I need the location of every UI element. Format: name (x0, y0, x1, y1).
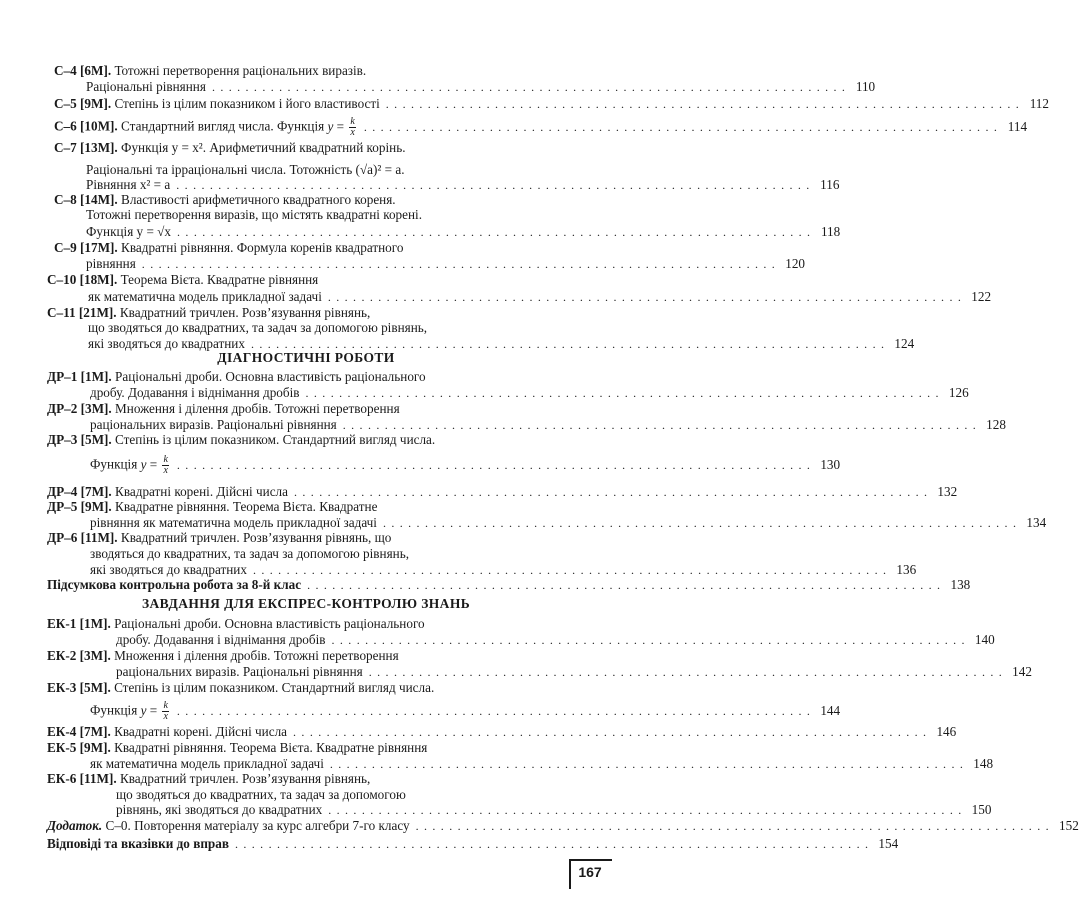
leader-dots: . . . . . . . . . . . . . . . . . . . . . . . . . . . . . . . . . . . . . . . . . . . . . . . . . . . . . . . . . . . . . . . . . . . . . . . . . . . . (307, 578, 942, 592)
leader-dots: . . . . . . . . . . . . . . . . . . . . . . . . . . . . . . . . . . . . . . . . . . . . . . . . . . . . . . . . . . . . . . . . . . . . . . . . . . . . (305, 386, 940, 400)
page-ref: 144 (820, 702, 841, 718)
entry-title: як математична модель прикладної задачі (90, 756, 324, 771)
page-ref: 140 (974, 632, 995, 647)
toc-line-text (54, 96, 380, 112)
toc-line-text (54, 192, 396, 208)
page-ref: 122 (971, 289, 992, 304)
page-ref: 120 (785, 256, 805, 271)
leader-dots: . . . . . . . . . . . . . . . . . . . . . . . . . . . . . . . . . . . . . . . . . . . . . . . . . . . . . . . . . . . . . . . . . . . . . . . . . . . . (176, 178, 811, 192)
toc-entry-continuation (90, 700, 841, 722)
leader-dots: . . . . . . . . . . . . . . . . . . . . . . . . . . . . . . . . . . . . . . . . . . . . . . . . . . . . . . . . . . . . . . . . . . . . . . . . . . . . (382, 516, 1018, 530)
appendix-entry (47, 818, 1079, 834)
toc-entry-continuation (116, 802, 992, 818)
entry-title: Раціональні дроби. Основна властивість раціонального (110, 616, 425, 631)
toc-entry (47, 484, 958, 500)
entry-code: ДР–1 [1М]. (47, 369, 112, 384)
toc-line-text (86, 177, 170, 193)
toc-entry (47, 401, 568, 417)
entry-title: Тотожні перетворення раціональних виразів. (111, 63, 367, 78)
entry-title: Функція y = $\frac{k}{x}$ (90, 454, 168, 476)
page-ref: 142 (1012, 664, 1032, 679)
entry-code: ДР–3 [5М]. (47, 432, 112, 447)
page-ref: 148 (973, 756, 994, 771)
entry-title: Квадратні рівняння. Теорема Вієта. Квадратне рівняння (110, 740, 428, 755)
toc-line-text (90, 756, 324, 772)
toc-entry-continuation (86, 207, 568, 223)
leader-dots: . . . . . . . . . . . . . . . . . . . . . . . . . . . . . . . . . . . . . . . . . . . . . . . . . . . . . . . . . . . . . . . . . . . . . . . . . . . . (363, 119, 999, 134)
toc-entry (47, 305, 568, 321)
toc-entry-continuation (90, 515, 1047, 531)
entry-title: рівняння як математична модель прикладної задачі (90, 515, 377, 530)
leader-dots: . . . . . . . . . . . . . . . . . . . . . . . . . . . . . . . . . . . . . . . . . . . . . . . . . . . . . . . . . . . . . . . . . . . . . . . . . . . . (368, 665, 1003, 679)
entry-code: С–6 [10М]. (54, 118, 118, 134)
leader-dots: . . . . . . . . . . . . . . . . . . . . . . . . . . . . . . . . . . . . . . . . . . . . . . . . . . . . . . . . . . . . . . . . . . . . . . . . . . . . (415, 819, 1050, 833)
toc-line-text (47, 369, 426, 385)
leader-dots: . . . . . . . . . . . . . . . . . . . . . . . . . . . . . . . . . . . . . . . . . . . . . . . . . . . . . . . . . . . . . . . . . . . . . . . . . . . . (328, 803, 963, 817)
page-ref: 112 (1029, 96, 1049, 111)
toc-entry-continuation (86, 224, 841, 240)
entry-title: Функція y = √x (86, 224, 172, 239)
entry-title: Тотожні перетворення виразів, що містять квадратні корені. (86, 207, 423, 222)
entry-title: як математична модель прикладної задачі (88, 289, 322, 304)
entry-title: дробу. Додавання і віднімання дробів (90, 385, 300, 400)
entry-title: Степінь із цілим показником і його властивості (111, 96, 380, 111)
toc-entry-continuation (88, 320, 568, 336)
toc-line-text (116, 664, 363, 680)
toc-entry (47, 530, 568, 546)
entry-title: які зводяться до квадратних (88, 336, 245, 351)
toc-line-text (90, 546, 409, 562)
toc-line-text (90, 417, 337, 433)
toc-line-text (47, 401, 400, 417)
leader-dots: . . . . . . . . . . . . . . . . . . . . . . . . . . . . . . . . . . . . . . . . . . . . . . . . . . . . . . . . . . . . . . . . . . . . . . . . . . . . (176, 703, 812, 718)
entry-title: Теорема Вієта. Квадратне рівняння (117, 272, 319, 287)
toc-line-text (47, 724, 287, 740)
entry-title: що зводяться до квадратних, та задач за допомогою (116, 787, 406, 802)
summary-test-entry (47, 577, 971, 593)
toc-line-text (54, 240, 403, 256)
toc-line-text (47, 818, 410, 834)
entry-code: С–4 [6М]. (54, 63, 112, 78)
leader-dots: . . . . . . . . . . . . . . . . . . . . . . . . . . . . . . . . . . . . . . . . . . . . . . . . . . . . . . . . . . . . . . . . . . . . . . . . . . . . (385, 97, 1020, 111)
toc-entry-continuation (90, 562, 917, 578)
toc-line-text (90, 515, 377, 531)
page-ref: 126 (948, 385, 969, 400)
entry-code: ДР–6 [11М]. (47, 530, 118, 545)
toc-entry (47, 724, 957, 740)
toc-entry (54, 96, 1049, 112)
toc-line-text (47, 648, 399, 664)
entry-title: Функція y = x². Арифметичний квадратний корінь. (117, 140, 406, 155)
toc-entry-continuation (90, 385, 969, 401)
toc-entry (54, 192, 568, 208)
entry-title: Квадратні рівняння. Формула коренів квадратного (117, 240, 404, 255)
entry-title: Квадратний тричлен. Розв’язування рівнянь, що (117, 530, 392, 545)
page-ref: 152 (1059, 818, 1079, 833)
entry-title: Квадратні корені. Дійсні числа (110, 724, 288, 739)
section-heading-express: ЗАВДАННЯ ДЛЯ ЕКСПРЕС-КОНТРОЛЮ ЗНАНЬ (141, 596, 471, 611)
entry-title: Степінь із цілим показником. Стандартний вигляд числа. (111, 432, 436, 447)
entry-code: С–5 [9М]. (54, 96, 112, 111)
toc-entry (47, 740, 568, 756)
leader-dots: . . . . . . . . . . . . . . . . . . . . . . . . . . . . . . . . . . . . . . . . . . . . . . . . . . . . . . . . . . . . . . . . . . . . . . . . . . . . (327, 290, 963, 304)
entry-code: С–9 [17М]. (54, 240, 118, 255)
page-ref: 128 (986, 417, 1006, 432)
page-number: 167 (578, 864, 602, 880)
leader-dots: . . . . . . . . . . . . . . . . . . . . . . . . . . . . . . . . . . . . . . . . . . . . . . . . . . . . . . . . . . . . . . . . . . . . . . . . . . . . (176, 457, 812, 472)
page-ref: 136 (896, 562, 917, 577)
leader-dots: . . . . . . . . . . . . . . . . . . . . . . . . . . . . . . . . . . . . . . . . . . . . . . . . . . . . . . . . . . . . . . . . . . . . . . . . . . . . (141, 257, 776, 271)
leader-dots: . . . . . . . . . . . . . . . . . . . . . . . . . . . . . . . . . . . . . . . . . . . . . . . . . . . . . . . . . . . . . . . . . . . . . . . . . . . . (177, 225, 812, 239)
toc-line-text (47, 771, 370, 787)
entry-title: рівняння (86, 256, 136, 271)
entry-title: y = $\frac{k}{x}$ (327, 116, 355, 138)
entry-title: Властивості арифметичного квадратного кореня. (117, 192, 396, 207)
page-ref: 118 (820, 224, 841, 239)
entry-code: ЕК-3 [5М]. (47, 680, 111, 695)
entry-code: ДР–5 [9М]. (47, 499, 112, 514)
toc-line-text (47, 740, 427, 756)
page-ref: 134 (1026, 515, 1047, 530)
entry-code: ДР–2 [3М]. (47, 401, 112, 416)
answers-entry (47, 836, 899, 852)
entry-title: С–0. Повторення матеріалу за курс алгебри 7-го класу (102, 818, 410, 833)
entry-code: С–10 [18М]. (47, 272, 118, 287)
toc-entry (47, 616, 568, 632)
fraction-k-over-x: $\frac{k}{x}$ (163, 454, 168, 476)
page-ref: 110 (855, 79, 876, 94)
toc-line-text (47, 272, 318, 288)
leader-dots: . . . . . . . . . . . . . . . . . . . . . . . . . . . . . . . . . . . . . . . . . . . . . . . . . . . . . . . . . . . . . . . . . . . . . . . . . . . . (250, 337, 886, 351)
toc-entry-continuation (90, 756, 994, 772)
toc-line-text (86, 256, 136, 272)
leader-dots: . . . . . . . . . . . . . . . . . . . . . . . . . . . . . . . . . . . . . . . . . . . . . . . . . . . . . . . . . . . . . . . . . . . . . . . . . . . . (342, 418, 977, 432)
leader-dots: . . . . . . . . . . . . . . . . . . . . . . . . . . . . . . . . . . . . . . . . . . . . . . . . . . . . . . . . . . . . . . . . . . . . . . . . . . . . (234, 837, 870, 851)
entry-code: ЕК-6 [11М]. (47, 771, 117, 786)
toc-line-text (47, 680, 434, 696)
toc-entry (54, 240, 568, 256)
entry-code: Відповіді та вказівки до вправ (47, 836, 229, 851)
toc-line-text (47, 484, 288, 500)
entry-code: ЕК-2 [3М]. (47, 648, 111, 663)
toc-entry-continuation (86, 256, 805, 272)
entry-title: Множення і ділення дробів. Тотожні перетворення (110, 648, 399, 663)
fraction-k-over-x: $\frac{k}{x}$ (163, 700, 168, 722)
toc-line-text (47, 499, 377, 515)
entry-title: Стандартний вигляд числа. Функція (117, 118, 328, 134)
toc-line-text (86, 224, 171, 240)
toc-entry (47, 680, 568, 696)
entry-title: Функція y = $\frac{k}{x}$ (90, 700, 168, 722)
toc-entry (47, 648, 568, 664)
leader-dots: . . . . . . . . . . . . . . . . . . . . . . . . . . . . . . . . . . . . . . . . . . . . . . . . . . . . . . . . . . . . . . . . . . . . . . . . . . . . (252, 563, 888, 577)
toc-line-text (90, 385, 300, 401)
leader-dots: . . . . . . . . . . . . . . . . . . . . . . . . . . . . . . . . . . . . . . . . . . . . . . . . . . . . . . . . . . . . . . . . . . . . . . . . . . . . (331, 633, 966, 647)
entry-code: С–8 [14М]. (54, 192, 118, 207)
entry-title: Квадратні корені. Дійсні числа (111, 484, 288, 499)
toc-line-text (47, 305, 370, 321)
entry-code: ДР–4 [7М]. (47, 484, 112, 499)
fraction-k-over-x: $\frac{k}{x}$ (350, 116, 355, 138)
toc-entry-continuation (116, 632, 995, 648)
toc-entry (47, 272, 568, 288)
page-ref: 124 (894, 336, 915, 351)
toc-line-text (88, 289, 322, 305)
section-heading-diagnostic: ДІАГНОСТИЧНІ РОБОТИ (217, 350, 395, 365)
toc-entry (54, 140, 568, 156)
toc-line-text (116, 802, 322, 818)
toc-entry-continuation (90, 546, 568, 562)
toc-entry (47, 771, 568, 787)
toc-line-text (86, 79, 206, 95)
toc-entry-continuation (116, 664, 1032, 680)
entry-title: рівнянь, які зводяться до квадратних (116, 802, 323, 817)
entry-title: Квадратний тричлен. Розв’язування рівнянь, (116, 305, 371, 320)
page-ref: 116 (820, 177, 840, 192)
entry-title: зводяться до квадратних, та задач за допомогою рівнянь, (90, 546, 410, 561)
leader-dots: . . . . . . . . . . . . . . . . . . . . . . . . . . . . . . . . . . . . . . . . . . . . . . . . . . . . . . . . . . . . . . . . . . . . . . . . . . . . (211, 80, 847, 94)
toc-line-text (90, 455, 171, 476)
toc-entry-continuation (90, 417, 1006, 433)
entry-title: Раціональні та ірраціональні числа. Тотожність (√a)² = a. (86, 162, 405, 177)
entry-title: дробу. Додавання і віднімання дробів (116, 632, 326, 647)
page-ref: 154 (878, 836, 899, 851)
page-ref: 138 (950, 577, 971, 592)
toc-line-text (90, 562, 247, 578)
entry-title: Рівняння x² = a (86, 177, 171, 192)
entry-code: Підсумкова контрольна робота за 8-й клас (47, 577, 302, 592)
entry-title: Степінь із цілим показником. Стандартний вигляд числа. (110, 680, 435, 695)
entry-title: раціональних виразів. Раціональні рівняння (90, 417, 337, 432)
toc-entry-continuation (116, 787, 568, 803)
page-ref: 132 (937, 484, 958, 499)
page-ref: 146 (936, 724, 957, 739)
entry-title: раціональних виразів. Раціональні рівняння (116, 664, 363, 679)
toc-line-text (86, 207, 422, 223)
leader-dots: . . . . . . . . . . . . . . . . . . . . . . . . . . . . . . . . . . . . . . . . . . . . . . . . . . . . . . . . . . . . . . . . . . . . . . . . . . . . (293, 725, 928, 739)
entry-title: які зводяться до квадратних (90, 562, 247, 577)
toc-line-text (116, 787, 406, 803)
toc-entry-continuation (88, 289, 992, 305)
toc-entry (54, 63, 568, 79)
toc-entry (47, 432, 568, 448)
toc-line-text (47, 616, 425, 632)
appendix-label: Додаток. (47, 818, 103, 833)
entry-code: ЕК-1 [1М]. (47, 616, 111, 631)
toc-entry-continuation (86, 162, 568, 178)
toc-entry (54, 116, 1028, 138)
toc-entry-continuation (90, 454, 841, 476)
leader-dots: . . . . . . . . . . . . . . . . . . . . . . . . . . . . . . . . . . . . . . . . . . . . . . . . . . . . . . . . . . . . . . . . . . . . . . . . . . . . (329, 757, 965, 771)
toc-line-text (54, 117, 358, 138)
toc-entry-continuation (86, 177, 840, 193)
toc-line-text (54, 63, 366, 79)
page-ref: 150 (971, 802, 992, 817)
toc-line-text (47, 432, 435, 448)
page-ref: 130 (820, 456, 841, 472)
toc-line-text (86, 162, 405, 178)
toc-line-text (88, 320, 427, 336)
page-ref: 114 (1007, 118, 1028, 134)
toc-entry (47, 369, 568, 385)
toc-line-text (47, 836, 229, 852)
entry-code: ЕК-4 [7М]. (47, 724, 111, 739)
entry-title: що зводяться до квадратних, та задач за допомогою рівнянь, (88, 320, 428, 335)
toc-entry-continuation (86, 79, 876, 95)
entry-title: Квадратне рівняння. Теорема Вієта. Квадратне (111, 499, 378, 514)
entry-title: Раціональні рівняння (86, 79, 206, 94)
toc-line-text (47, 530, 391, 546)
toc-line-text (54, 140, 406, 156)
entry-code: С–11 [21М]. (47, 305, 117, 320)
entry-code: ЕК-5 [9М]. (47, 740, 111, 755)
toc-line-text (116, 632, 326, 648)
entry-code: С–7 [13М]. (54, 140, 118, 155)
toc-entry (47, 499, 568, 515)
toc-line-text (90, 701, 171, 722)
entry-title: Квадратний тричлен. Розв’язування рівнянь, (116, 771, 371, 786)
entry-title: Раціональні дроби. Основна властивість раціонального (111, 369, 426, 384)
leader-dots: . . . . . . . . . . . . . . . . . . . . . . . . . . . . . . . . . . . . . . . . . . . . . . . . . . . . . . . . . . . . . . . . . . . . . . . . . . . . (294, 485, 929, 499)
toc-line-text (47, 577, 301, 593)
entry-title: Множення і ділення дробів. Тотожні перетворення (111, 401, 400, 416)
